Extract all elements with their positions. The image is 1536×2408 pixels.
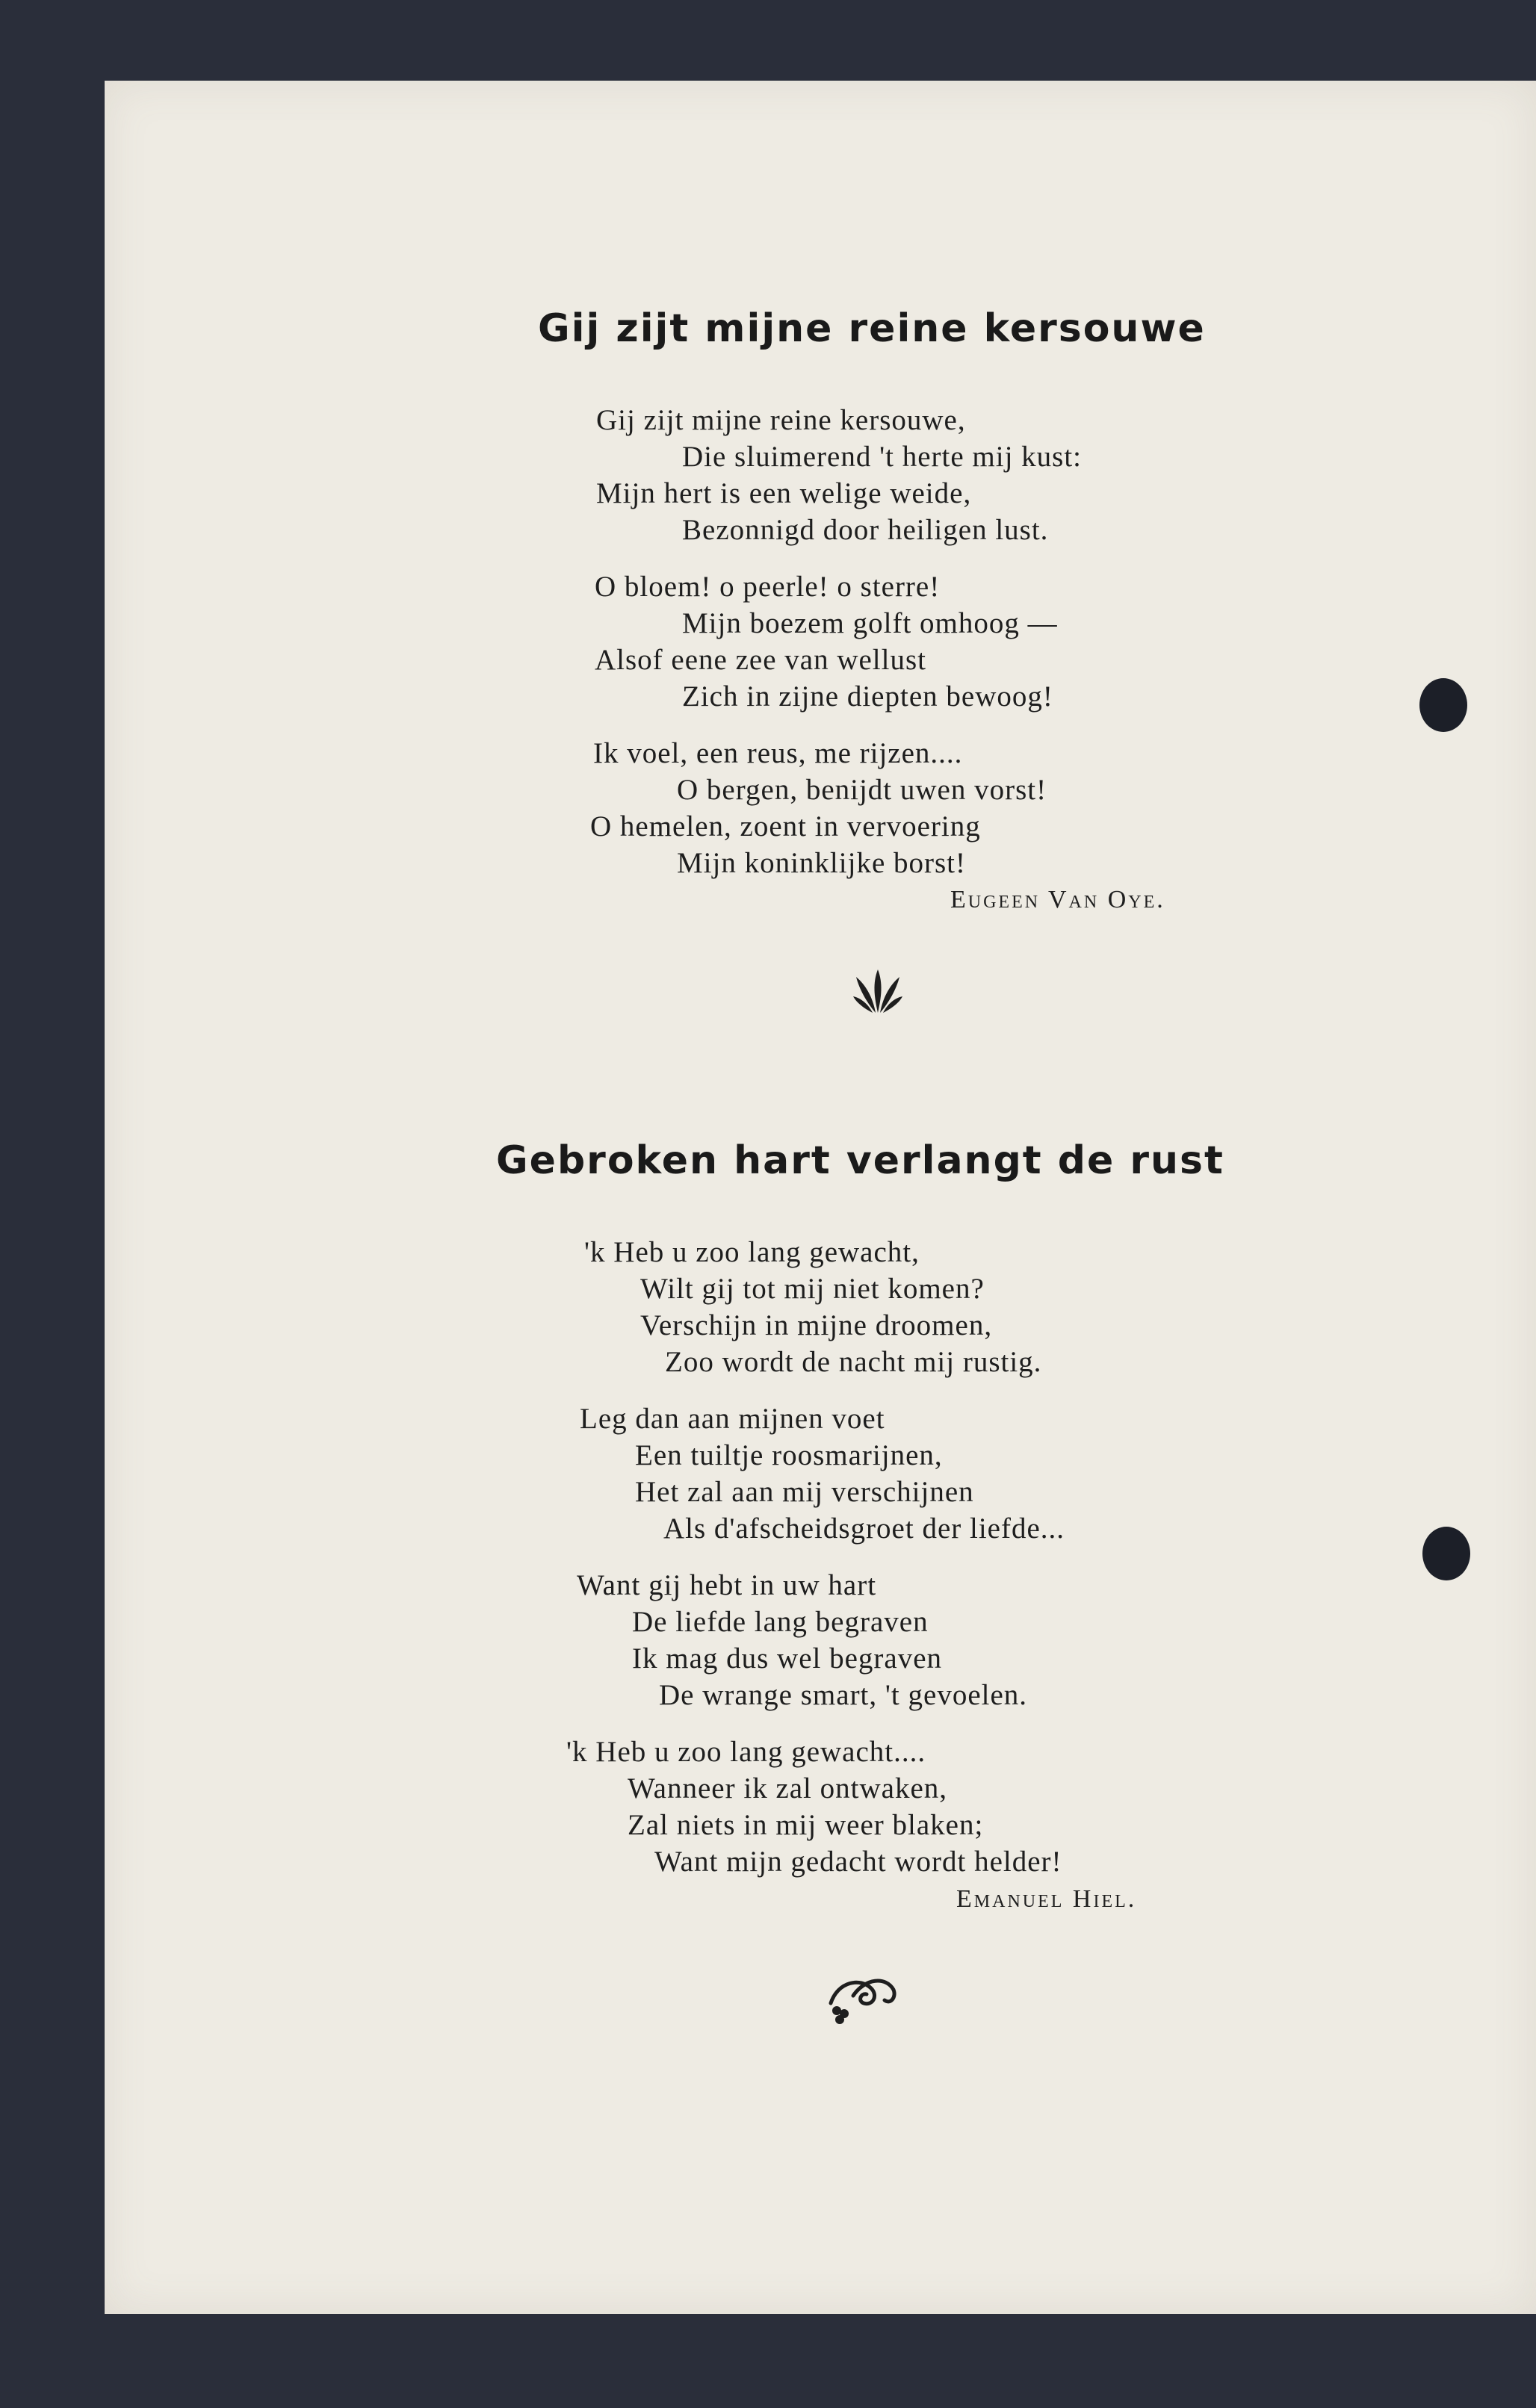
poem-line: Mijn hert is een welige weide, [596, 477, 972, 509]
punch-hole-top [1419, 678, 1467, 732]
poem-line: Mijn boezem golft omhoog — [682, 607, 1058, 639]
book-page [105, 81, 1536, 2314]
poem-line: Een tuiltje roosmarijnen, [635, 1439, 943, 1471]
poem-line: Wilt gij tot mij niet komen? [640, 1273, 985, 1305]
poem-line: Mijn koninklijke borst! [677, 847, 966, 879]
floral-flourish-icon [823, 1973, 898, 2026]
poem-line: Die sluimerend 't herte mij kust: [682, 441, 1083, 473]
poem-line: Ik voel, een reus, me rijzen.... [593, 737, 963, 769]
poem-line: Bezonnigd door heiligen lust. [682, 514, 1049, 546]
poem-line: Alsof eene zee van wellust [595, 644, 926, 676]
poem-line: Het zal aan mij verschijnen [635, 1476, 974, 1508]
poem-line: O hemelen, zoent in vervoering [590, 810, 981, 843]
poem-line: O bloem! o peerle! o sterre! [595, 571, 941, 603]
poem-line: Verschijn in mijne droomen, [640, 1309, 993, 1341]
poem-line: Want mijn gedacht wordt helder! [654, 1846, 1062, 1878]
poem-line: Gij zijt mijne reine kersouwe, [596, 404, 966, 436]
poem-line: Als d'afscheidsgroet der liefde... [663, 1512, 1065, 1545]
poem-line: Zal niets in mij weer blaken; [628, 1809, 984, 1841]
poem-author: Eugeen Van Oye. [950, 886, 1165, 913]
poem-line: 'k Heb u zoo lang gewacht, [584, 1236, 920, 1268]
poem-line: De liefde lang begraven [632, 1606, 929, 1638]
poem-line: Zich in zijne diepten bewoog! [682, 680, 1053, 713]
poem-line: Zoo wordt de nacht mij rustig. [665, 1346, 1042, 1378]
poem-line: Ik mag dus wel begraven [632, 1642, 943, 1675]
poem-line: 'k Heb u zoo lang gewacht.... [566, 1736, 926, 1768]
poem-line: O bergen, benijdt uwen vorst! [677, 774, 1047, 806]
poem-title: Gebroken hart verlangt de rust [496, 1138, 1224, 1183]
poem-line: Want gij hebt in uw hart [577, 1569, 877, 1601]
punch-hole-bottom [1422, 1527, 1470, 1580]
poem-line: Leg dan aan mijnen voet [580, 1403, 885, 1435]
poem-line: Wanneer ik zal ontwaken, [628, 1772, 948, 1805]
poem-title: Gij zijt mijne reine kersouwe [538, 306, 1206, 351]
poem-author: Emanuel Hiel. [956, 1885, 1137, 1913]
lotus-ornament-icon [852, 966, 904, 1016]
poem-line: De wrange smart, 't gevoelen. [659, 1679, 1028, 1711]
